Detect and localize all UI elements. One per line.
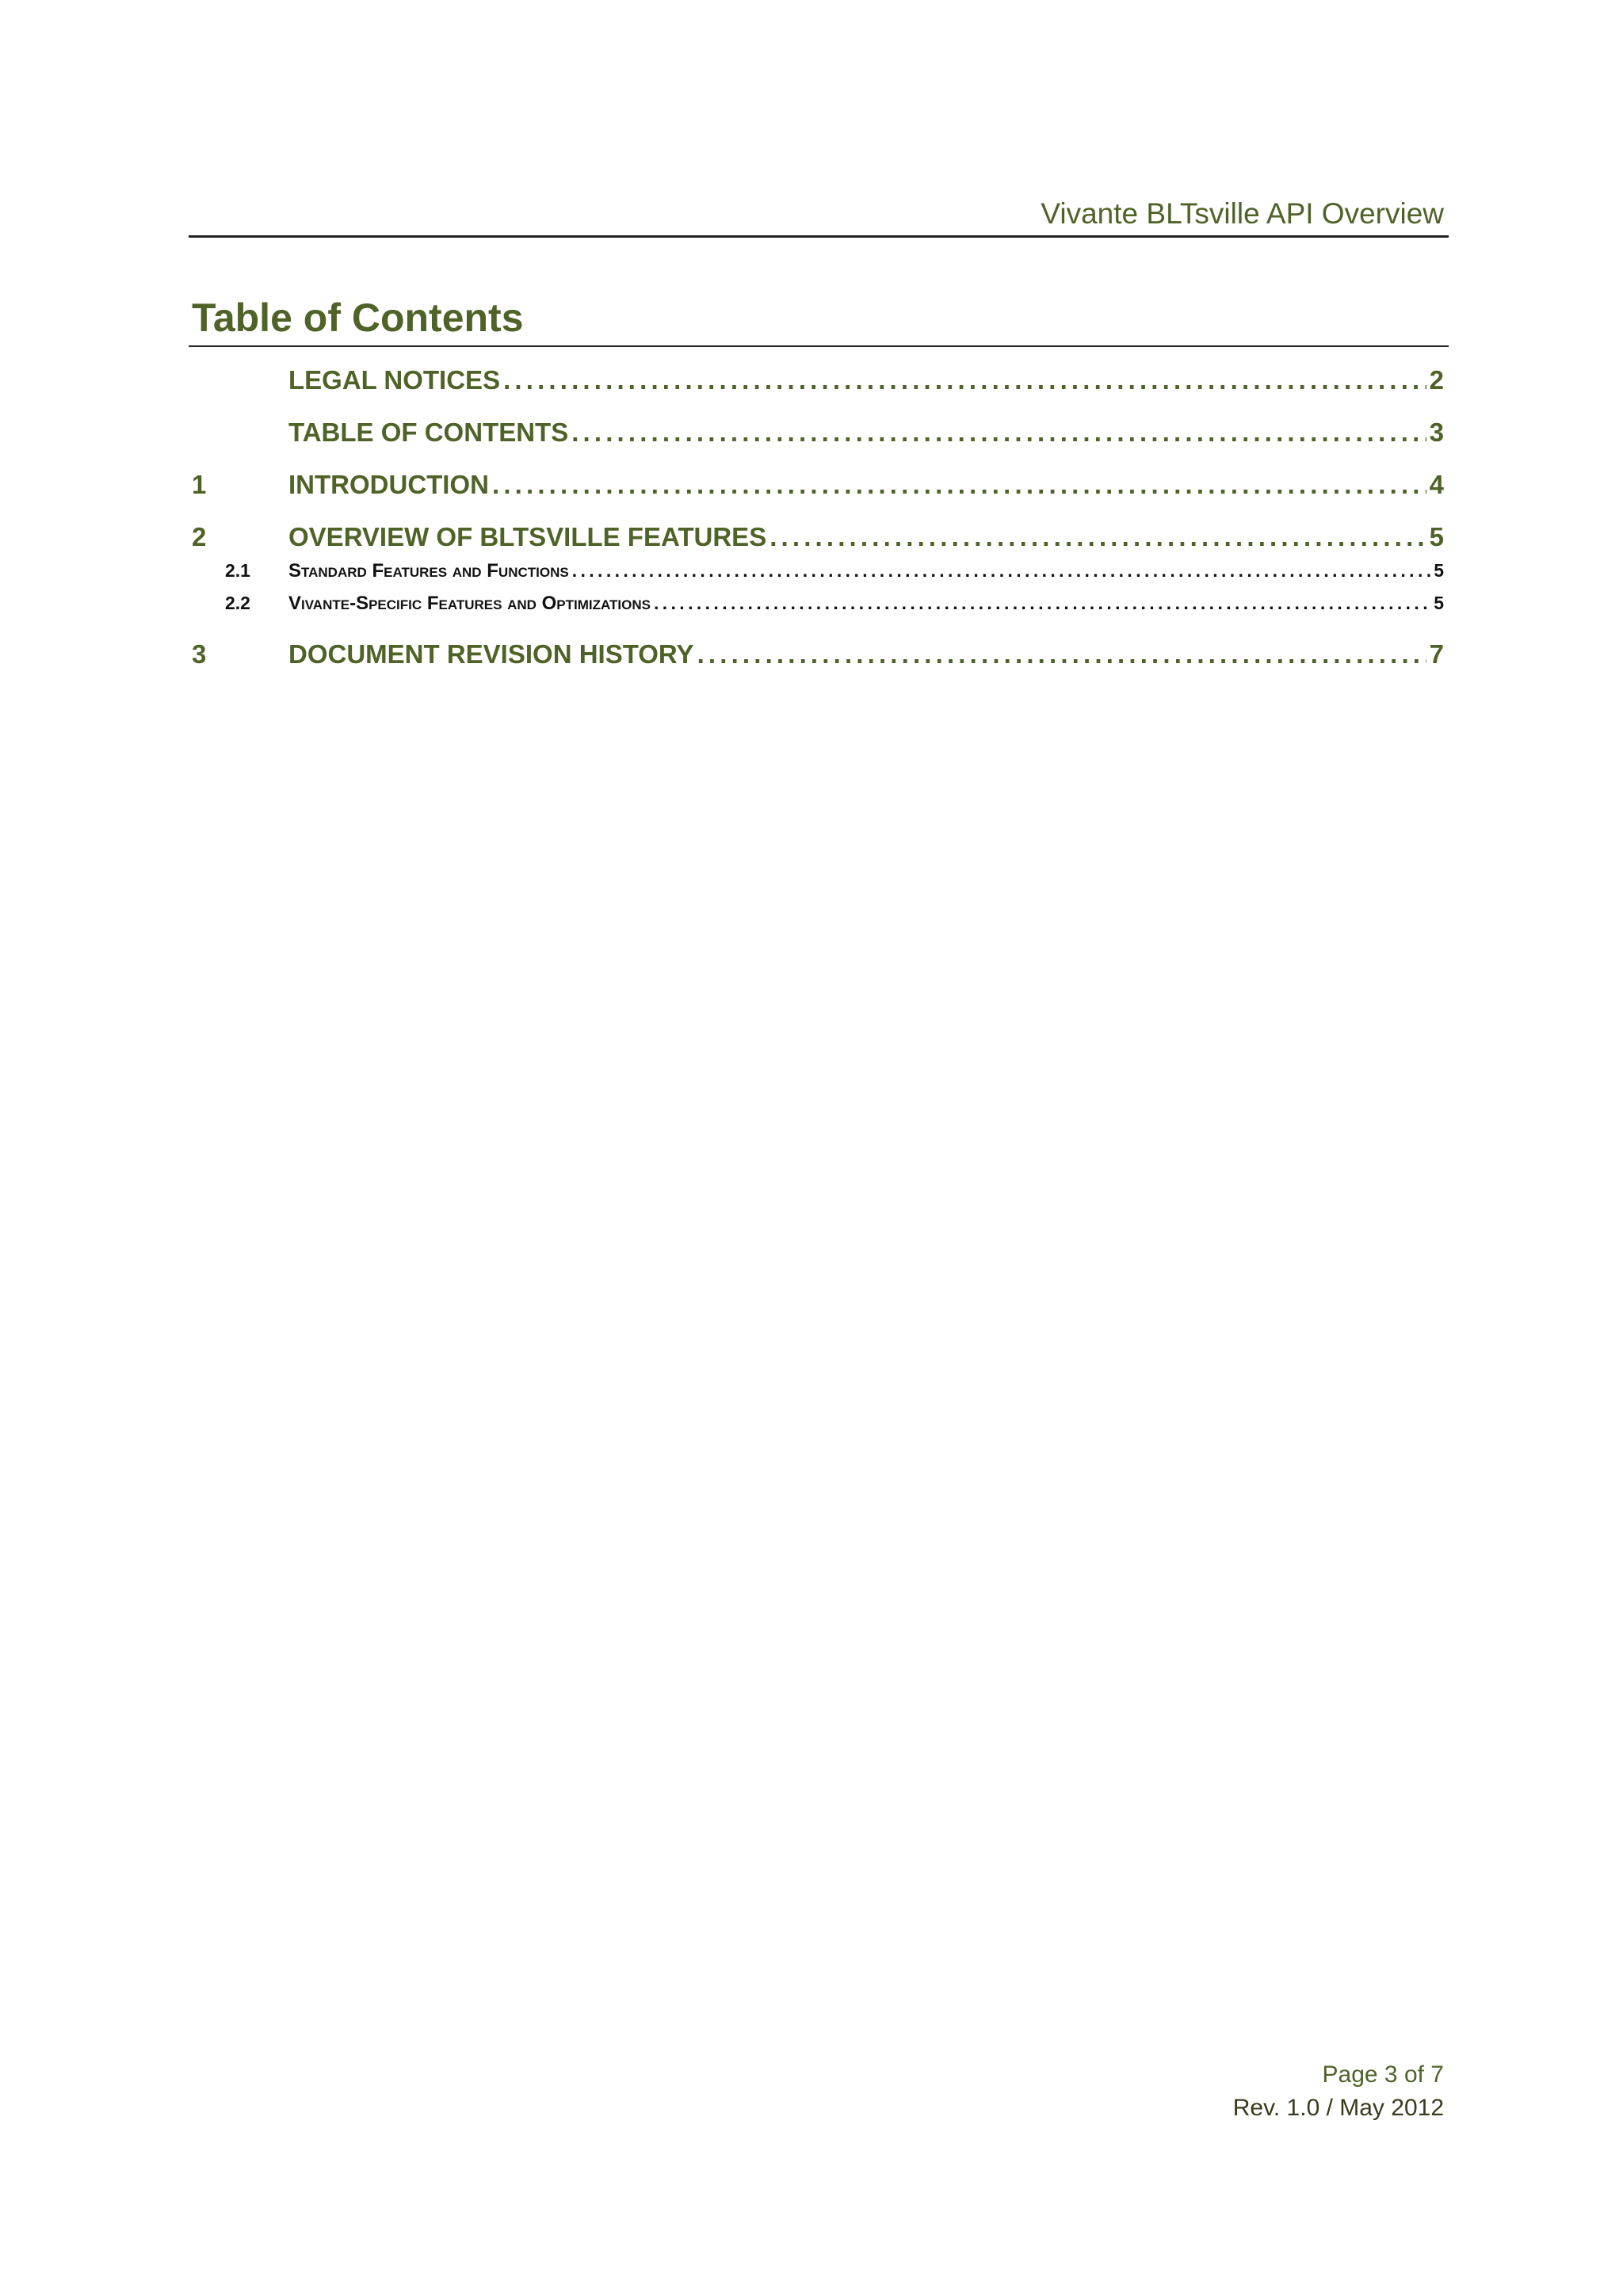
toc-entry-page: 5 — [1429, 522, 1444, 551]
toc-entry-page: 5 — [1434, 560, 1444, 581]
toc-entry-revision-history[interactable] — [192, 637, 1444, 672]
toc-dot-leader — [769, 520, 1426, 555]
toc-dot-leader — [571, 415, 1426, 450]
toc-entry-overview[interactable] — [192, 520, 1444, 555]
toc-dot-leader — [654, 591, 1430, 615]
toc-heading: Table of Contents — [192, 296, 524, 340]
toc-heading-divider — [189, 345, 1449, 347]
toc-entry-number: 2.2 — [225, 593, 250, 613]
toc-entry-legal-notices[interactable] — [192, 363, 1444, 398]
toc-entry-label: DOCUMENT REVISION HISTORY — [288, 639, 694, 669]
toc-dot-leader — [572, 559, 1431, 582]
toc-entry-number: 1 — [192, 470, 207, 499]
toc-entry-page: 2 — [1429, 365, 1444, 395]
toc-entry-page: 5 — [1434, 593, 1444, 613]
toc-entry-table-of-contents[interactable] — [192, 415, 1444, 450]
toc-entry-number: 3 — [192, 639, 207, 669]
running-header-title: Vivante BLTsville API Overview — [1041, 197, 1444, 230]
toc-entry-page: 4 — [1429, 470, 1444, 499]
toc-entry-vivante-specific[interactable] — [192, 591, 1444, 615]
toc-entry-label: Vivante-Specific Features and Optimizations — [288, 593, 651, 614]
toc-entry-introduction[interactable] — [192, 467, 1444, 502]
page-number: Page 3 of 7 — [1322, 2061, 1444, 2088]
toc-dot-leader — [503, 363, 1426, 398]
revision-date: Rev. 1.0 / May 2012 — [1232, 2095, 1444, 2121]
toc-dot-leader — [697, 637, 1426, 672]
toc-entry-label: OVERVIEW OF BLTSVILLE FEATURES — [288, 522, 767, 551]
toc-entry-label: TABLE OF CONTENTS — [288, 418, 569, 447]
toc-entry-number: 2 — [192, 522, 207, 551]
toc-entry-page: 7 — [1429, 639, 1444, 669]
toc-entry-page: 3 — [1429, 418, 1444, 447]
toc-entry-number: 2.1 — [225, 560, 250, 581]
toc-entry-label: INTRODUCTION — [288, 470, 489, 499]
header-divider — [189, 235, 1449, 238]
toc-dot-leader — [492, 467, 1426, 502]
toc-entry-label: LEGAL NOTICES — [288, 365, 501, 395]
page-footer — [1233, 2058, 1444, 2125]
toc-entry-label: Standard Features and Functions — [288, 560, 569, 582]
toc-entry-standard-features[interactable] — [192, 559, 1444, 582]
